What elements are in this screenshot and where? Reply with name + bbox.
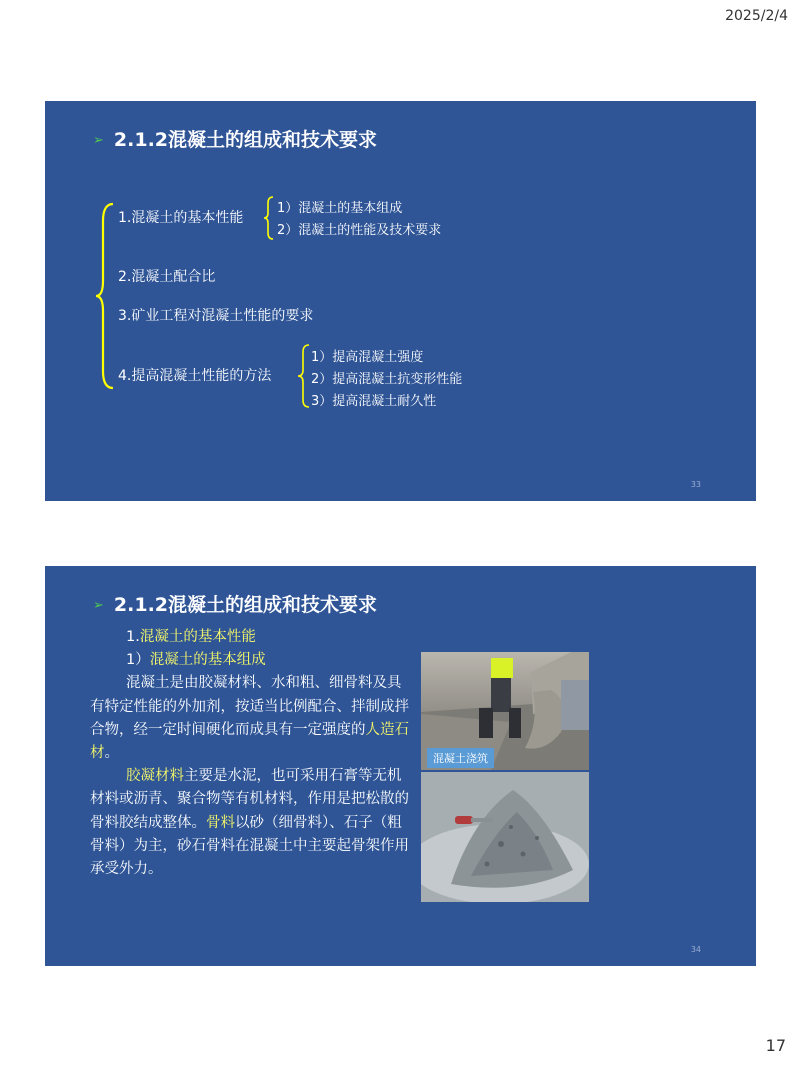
- slide-title-text: 2.1.2混凝土的组成和技术要求: [113, 594, 378, 616]
- subheading-highlight: 混凝土的基本组成: [149, 652, 266, 669]
- slide-title-text: 2.1.2混凝土的组成和技术要求: [113, 129, 378, 151]
- slide-number: 34: [690, 945, 701, 954]
- slide-body: [90, 626, 412, 881]
- arrow-bullet-icon: ➢: [93, 133, 104, 148]
- concrete-pouring-photo: [421, 652, 589, 770]
- slide-title: [93, 125, 377, 152]
- outline-item-4-sub-2: 2）提高混凝土抗变形性能: [311, 372, 463, 387]
- paragraph-materials: 胶凝材料主要是水泥，也可采用石膏等无机材料或沥青、聚合物等有机材料，作用是把松散的骨料胶结成整体。骨料以砂（细骨料）、石子（粗骨料）为主，砂石骨料在混凝土中主要起骨架作用承受外力。: [90, 768, 409, 878]
- heading-highlight: 混凝土的基本性能: [139, 629, 256, 645]
- outline-item-4-sub-1: 1）提高混凝土强度: [311, 350, 424, 365]
- concrete-mix-photo: [421, 772, 589, 902]
- photo-caption: 混凝土浇筑: [427, 748, 494, 768]
- subsection-heading: 1）混凝土的基本组成: [126, 652, 266, 669]
- highlight-binder: 胶凝材料: [126, 768, 184, 785]
- slide-number: 33: [690, 480, 701, 489]
- slide-33: [45, 101, 756, 501]
- arrow-bullet-icon: ➢: [93, 598, 104, 613]
- slide-title: [93, 590, 377, 617]
- outline-item-1: 1.混凝土的基本性能: [118, 210, 244, 226]
- outline-item-4: 4.提高混凝土性能的方法: [118, 368, 272, 384]
- outline-item-4-sub-3: 3）提高混凝土耐久性: [311, 394, 437, 409]
- outline-item-1-sub-1: 1）混凝土的基本组成: [277, 201, 403, 216]
- sub-brace-4-icon: [297, 343, 311, 409]
- outline-item-2: 2.混凝土配合比: [118, 269, 216, 285]
- print-date: 2025/2/4: [725, 8, 788, 24]
- paragraph-definition: 混凝土是由胶凝材料、水和粗、细骨料及具有特定性能的外加剂，按适当比例配合、拌制成拌合物，经一定时间硬化而成具有一定强度的人造石材。: [90, 675, 409, 762]
- highlight-artificial-stone: 人造石材: [90, 721, 409, 762]
- slide-34: [45, 566, 756, 966]
- page-number: 17: [765, 1036, 786, 1055]
- main-brace-icon: [95, 201, 117, 391]
- outline-item-1-sub-2: 2）混凝土的性能及技术要求: [277, 223, 442, 238]
- highlight-aggregate: 骨料: [206, 814, 235, 831]
- sub-brace-1-icon: [263, 195, 275, 241]
- outline-item-3: 3.矿业工程对混凝土性能的要求: [118, 308, 314, 324]
- section-heading: 1.混凝土的基本性能: [126, 629, 256, 645]
